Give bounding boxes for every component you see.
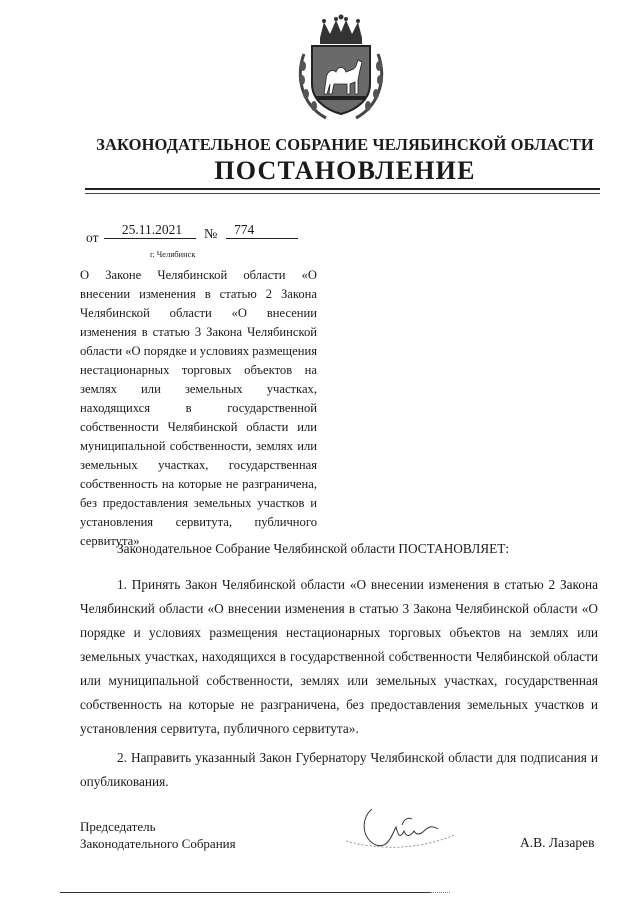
document-number: 774	[234, 222, 255, 237]
position-line-1: Председатель	[80, 819, 156, 834]
city-label: г. Челябинск	[150, 249, 196, 259]
handwritten-signature-icon	[342, 805, 472, 855]
date-field	[104, 222, 196, 239]
document-type-title: ПОСТАНОВЛЕНИЕ	[214, 156, 476, 185]
number-field	[226, 222, 298, 239]
footer-rule	[60, 892, 430, 893]
resolution-item-1: 1. Принять Закон Челябинской области «О внесении изменения в статью 2 Закона Челябинский области «О внесении изменения в статью 3 Закона Челябинской области «О порядке и условиях размещения нестационарных торговых объектов на землях или земельных участках, находящихся в государственной собственности Челябинской области или муниципальной собственности, землях или земельных участках, государственная собственность на которые не разграничена, без предоставления земельных участков и установления сервитута, публичного сервитута».	[80, 577, 598, 736]
signatory-position	[80, 818, 236, 852]
header-rule-thin	[85, 193, 600, 194]
header-rule-thick	[85, 188, 600, 190]
organization-name: ЗАКОНОДАТЕЛЬНОЕ СОБРАНИЕ ЧЕЛЯБИНСКОЙ ОБЛАСТИ	[96, 135, 594, 154]
number-sign: №	[204, 227, 218, 242]
resolution-intro: Законодательное Собрание Челябинской области ПОСТАНОВЛЯЕТ:	[117, 541, 510, 556]
position-line-2: Законодательного Собрания	[80, 836, 236, 851]
subject-text: О Законе Челябинской области «О внесении изменения в статью 2 Закона Челябинской области «О внесении изменения в статью 3 Закона Челябинской области «О порядке и условиях размещения нестационарных торговых объектов на землях или земельных участках, находящихся в государственной собственности Челябинской области или муниципальной собственности, землях или земельных участках, государственная собственность на которые не разграничена, без предоставления земельных участков и установления сервитута, публичного сервитута»	[80, 268, 317, 548]
resolution-item-2: 2. Направить указанный Закон Губернатору Челябинской области для подписания и опубликования.	[80, 750, 598, 789]
footer-rule-dotted	[430, 892, 450, 893]
document-date: 25.11.2021	[121, 222, 183, 237]
date-prefix: от	[86, 230, 99, 245]
coat-of-arms-icon	[296, 14, 386, 122]
signatory-name: А.В. Лазарев	[520, 835, 595, 850]
